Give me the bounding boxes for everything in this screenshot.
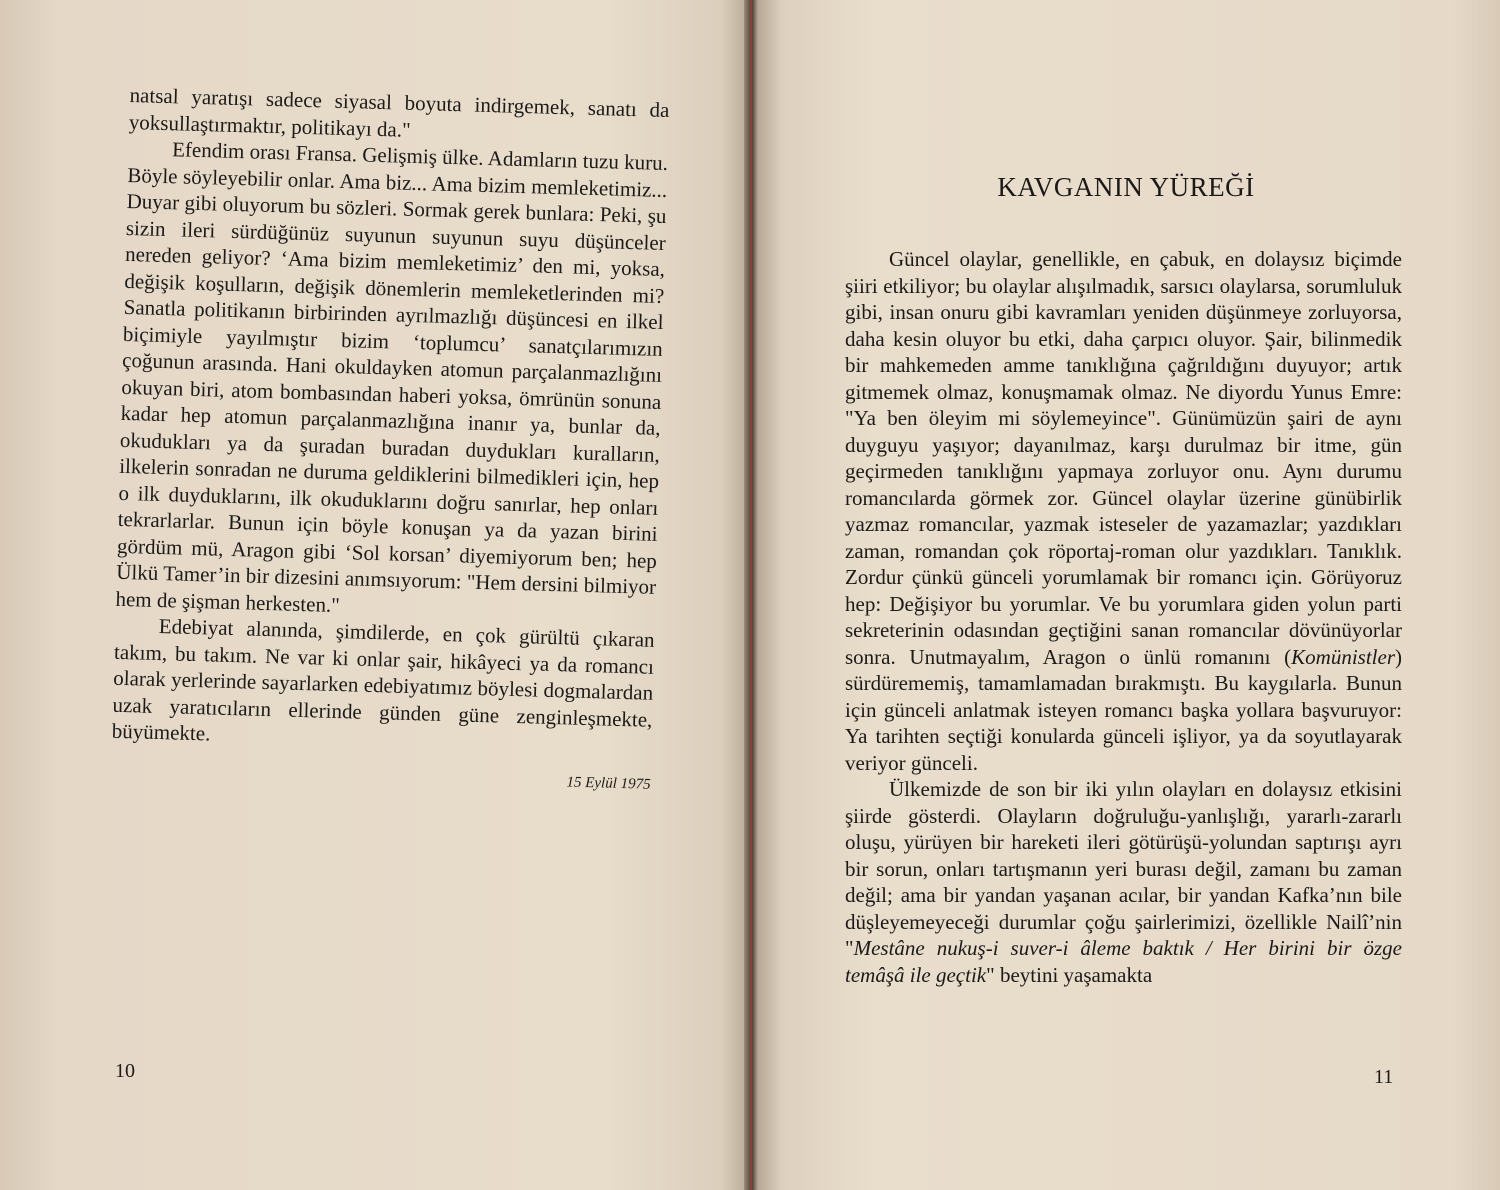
left-paragraph-1: natsal yaratışı sadece siyasal boyuta indirgemek, sanatı da yoksullaştırmaktır, politikayı da." <box>128 82 670 142</box>
chapter-title: KAVGANIN YÜREĞİ <box>997 172 1255 202</box>
right-page <box>752 0 1500 1190</box>
essay-date: 15 Eylül 1975 <box>566 773 651 793</box>
right-paragraph-1: Güncel olaylar, genellikle, en çabuk, en dolaysız biçimde şiiri etkiliyor; bu olaylar alışılmadık, sarsıcı olaylarsa, sorumluluk gibi, insan onuru gibi kavramları yeniden düşünmeye zorluyorsa, daha kesin oluyor bu etki, daha çarpıcı oluyor. Şair, bilinmedik bir mahkemeden amme tanıklığına çağrıldığını duyuyor; artık gitmemek olmaz, konuşmamak olmaz. Ne diyordu Yunus Emre: "Ya ben öleyim mi söylemeyince". Günümüzün şairi de aynı duyguyu yaşıyor; dayanılmaz, karşı durulmaz bir itme, gün geçirmeden tanıklığını yapmaya zorluyor onu. Aynı durumu romancılarda görmek zor. Güncel olaylar üzerine günübirlik yazmaz romancılar, yazmak isteseler de yazamazlar; yazdıkları zaman, romandan çok röportaj-roman olur yazdıkları. Tanıklık. Zordur çünkü günceli yorumlamak bir romancı için. Görüyoruz hep: Değişiyor bu yorumlar. Ve bu yorumlara giden yolun parti sekreterinin odasından geçtiğini sanan romancılar dövünüyorlar sonra. Unutmayalım, Aragon o ünlü romanını (Komünistler) sürdürememiş, tamamlamadan bırakmıştı. Bu kaygılarla. Bunun için günceli anlatmak isteyen romancı başka yollara başvuruyor: Ya tarihten seçtiği konularda günceli işliyor, ya da soyutlayarak veriyor günceli. <box>845 247 1402 775</box>
novel-title: Komünistler <box>1291 644 1395 669</box>
page-number-left: 10 <box>115 1060 135 1082</box>
left-paragraph-3: Edebiyat alanında, şimdilerde, en çok gürültü çıkaran takım, bu takım. Ne var ki onlar şair, hikâyeci ya da romancı olarak yerlerinde sayarlarken edebiyatımız böylesi dogmalardan uzak yaratıcıların ellerinde günden güne zenginleşmekte, büyümekte. <box>111 614 655 746</box>
right-paragraph-1-text: Güncel olaylar, genellikle, en çabuk, en dolaysız biçimde şiiri etkiliyor; bu olaylar alışılmadık, sarsıcı olaylarsa, sorumluluk gibi, insan onuru gibi kavramları yeniden düşünmeye zorluyorsa, daha kesin oluyor bu etki, daha çarpıcı oluyor. Şair, bilinmedik bir mahkemeden amme tanıklığına çağrıldığını duyuyor; artık gitmemek olmaz, konuşmamak olmaz. Ne diyordu Yunus Emre: "Ya ben öleyim mi söylemeyince". Günümüzün şairi de aynı duyguyu yaşıyor; dayanılmaz, karşı durulmaz bir itme, gün geçirmeden tanıklığını yapmaya zorluyor onu. Aynı durumu romancılarda görmek zor. Güncel olaylar üzerine günübirlik yazmaz romancılar, yazmak isteseler de yazamazlar; yazdıkları zaman, romandan çok röportaj-roman olur yazdıkları. Tanıklık. Zordur çünkü günceli yorumlamak bir romancı için. Görüyoruz hep: Değişiyor bu yorumlar. Ve bu yorumlara giden yolun parti sekreterinin odasından geçtiğini sanan romancılar dövünüyorlar sonra. Unutmayalım, Aragon o ünlü romanını <box>845 247 1402 669</box>
right-paragraph-2: Ülkemizde de son bir iki yılın olayları en dolaysız etkisini şiirde gösterdi. Olayların doğruluğu-yanlışlığı, yararlı-zararlı oluşu, yürüyen bir hareketi ileri götürüşü-yolundan saptırışı ayrı bir sorun, onları tartışmanın yeri burası değil, zamanı bu zaman değil; ama bir yandan yaşanan acılar, bir yandan Kafka’nın bile düşleyemeyeceği durumlar çoğu şairlerimizi, özellikle Nailî’nin "Mestâne nukuş-i suver-i âleme baktık / Her birini bir özge temâşâ ile geçtik" beytini yaşamakta <box>845 777 1402 987</box>
right-paragraph-2-text: Ülkemizde de son bir iki yılın olayları en dolaysız etkisini şiirde gösterdi. Olayların doğruluğu-yanlışlığı, yararlı-zararlı oluşu, yürüyen bir hareketi ileri götürüşü-yolundan saptırışı ayrı bir sorun, onları tartışmanın yeri burası değil, zamanı bu zaman değil; ama bir yandan yaşanan acılar, bir yandan Kafka’nın bile düşleyemeyeceği durumlar çoğu şairlerimizi, özellikle Nailî’nin <box>845 777 1402 934</box>
right-page-text <box>845 246 1402 988</box>
right-paragraph-2-end: beytini yaşamakta <box>999 962 1153 987</box>
page-number-right: 11 <box>1374 1066 1394 1088</box>
right-paragraph-1-end: sürdürememiş, tamamlamadan bırakmıştı. Bu kaygılarla. Bunun için günceli anlatmak isteyen romancı başka yollara başvuruyor: Ya tarihten seçtiği konularda günceli işliyor, ya da soyutlayarak veriyor günceli. <box>845 671 1402 775</box>
left-page-text <box>110 82 669 798</box>
quoted-couplet: Mestâne nukuş-i suver-i âleme baktık / Her birini bir özge temâşâ ile geçtik <box>845 936 1402 987</box>
left-paragraph-2: Efendim orası Fransa. Gelişmiş ülke. Adamların tuzu kuru. Böyle söyleyebilir onlar. Ama biz... Ama bizim memleketimiz... Duyar gibi oluyorum bu sözleri. Sormak gerek bunlara: Peki, şu sizin ileri sürdüğünüz suyunun suyunun suyu düşünceler nereden geliyor? ‘Ama bizim memleketimiz’ den mi, yoksa, değişik koşulların, değişik dönemlerin memleketlerinden mi? Sanatla politikanın birbirinden ayrılmazlığı düşüncesi en ilkel biçimiyle yayılmıştır bizim ‘toplumcu’ sanatçılarımızın çoğunun arasında. Hani okuldayken atomun parçalanmazlığını okuyan biri, atom bombasından haberi yoksa, ömrünün sonuna kadar hep atomun parçalanmazlığına inanır ya, bunlar da, okudukları ya da şuradan buradan duydukları kuralların, ilkelerin sonradan ne duruma geldiklerini bilmedikleri için, hep o ilk duyduklarını, ilk okuduklarını doğru sanırlar, hep onları tekrarlarlar. Bunun için böyle konuşan ya da yazan birini gördüm mü, Aragon gibi ‘Sol korsan’ diyemiyorum ben; hep Ülkü Tamer’in bir dizesini anımsıyorum: "Hem dersini bilmiyor hem de şişman herkesten." <box>115 137 669 617</box>
